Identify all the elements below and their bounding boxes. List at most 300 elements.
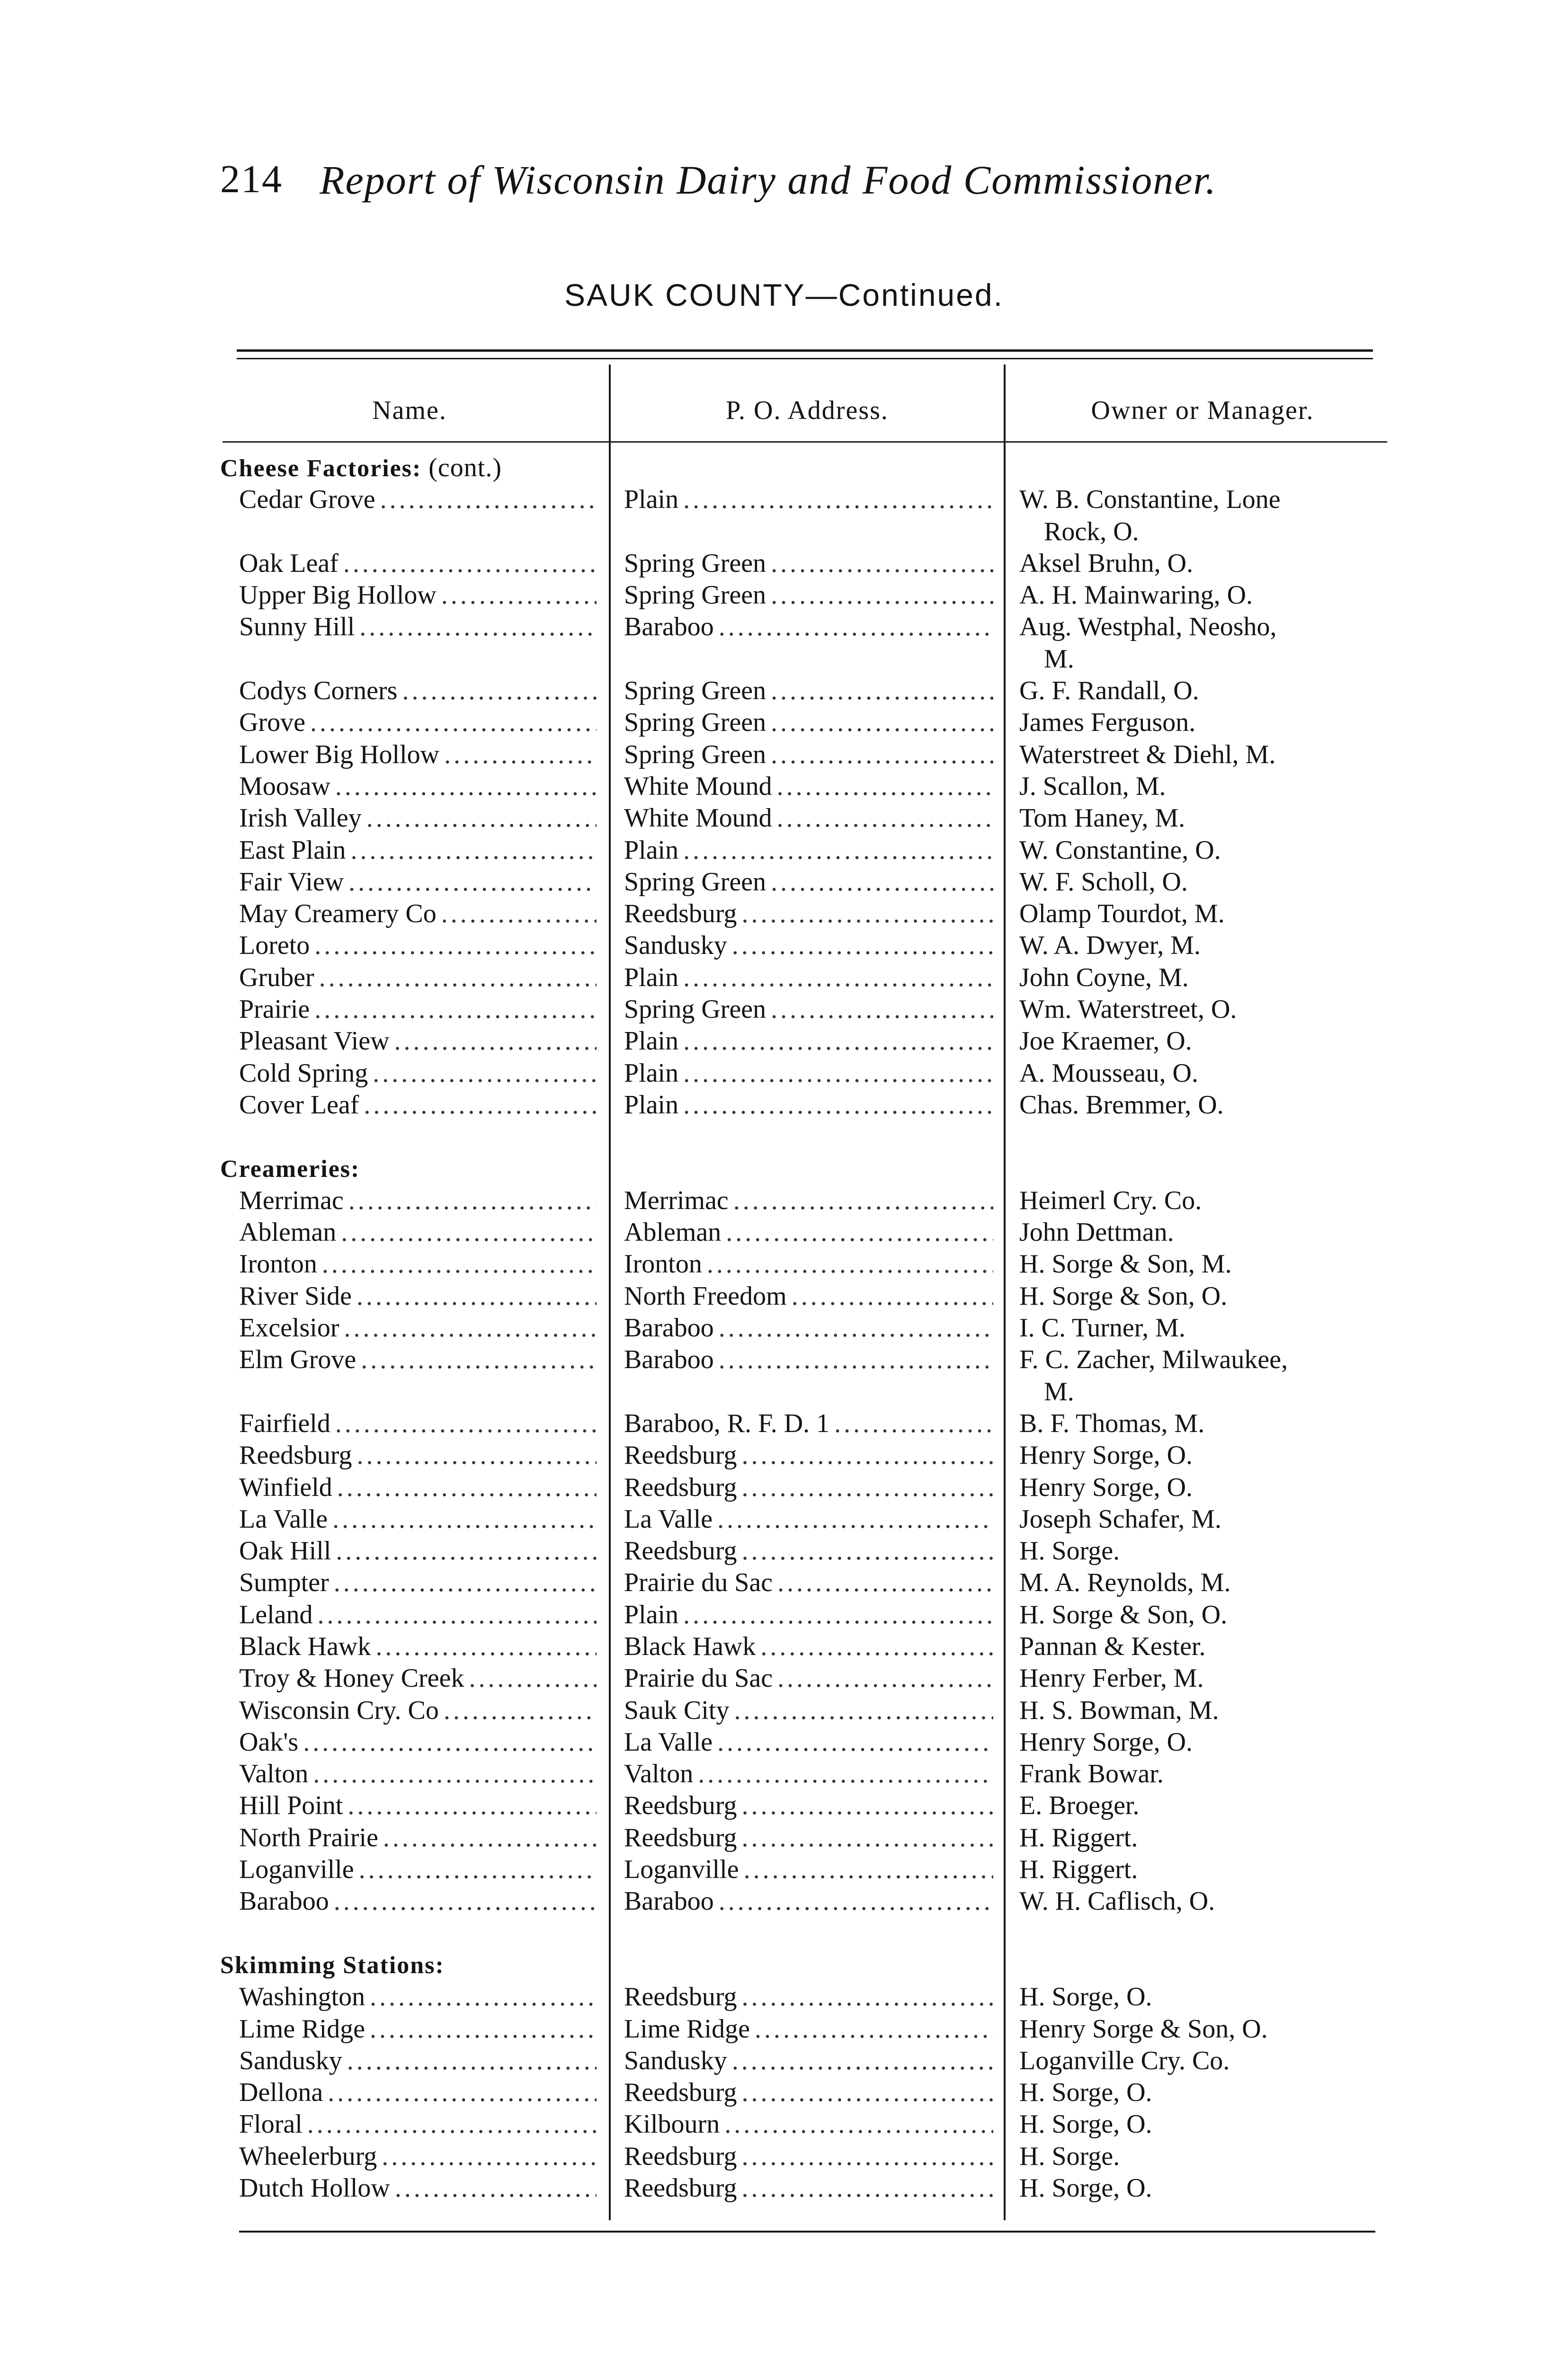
owner-cell: H. Sorge & Son, O.: [1019, 1281, 1228, 1311]
name-cell: [239, 1726, 597, 1758]
table-row: [0, 2172, 1568, 2204]
address-cell: [624, 1599, 993, 1631]
name-cell-text: Hill Point: [239, 1791, 343, 1821]
section-heading-text: Cheese Factories:: [220, 455, 422, 482]
dot-leader: [683, 835, 993, 866]
table-row: [0, 2141, 1568, 2172]
dot-leader: [359, 1854, 597, 1886]
dot-leader: [771, 866, 993, 898]
address-cell: [624, 1281, 993, 1312]
address-cell: [624, 484, 993, 516]
name-cell-text: Oak Leaf: [239, 548, 339, 578]
name-cell-text: Black Hawk: [239, 1631, 371, 1661]
address-cell-text: Sauk City: [624, 1695, 730, 1725]
dot-leader: [771, 675, 993, 707]
dot-leader: [303, 1726, 597, 1758]
table-row: [0, 1599, 1568, 1631]
name-cell-text: Cold Spring: [239, 1058, 368, 1088]
owner-cell: Loganville Cry. Co.: [1019, 2046, 1230, 2075]
dot-leader: [314, 930, 597, 961]
address-cell-text: North Freedom: [624, 1281, 787, 1311]
table-row: [0, 1758, 1568, 1790]
dot-leader: [792, 1281, 993, 1312]
address-cell-text: La Valle: [624, 1504, 713, 1534]
address-cell-text: Ironton: [624, 1249, 702, 1279]
owner-cell: Aug. Westphal, Neosho,: [1019, 612, 1277, 642]
table-row: [0, 739, 1568, 771]
dot-leader: [364, 1089, 597, 1121]
dot-leader: [332, 1504, 597, 1535]
dot-leader: [726, 1217, 993, 1248]
dot-leader: [334, 1886, 597, 1917]
address-cell-text: Sandusky: [624, 2046, 727, 2075]
address-cell-text: Prairie du Sac: [624, 1568, 773, 1598]
name-cell: [239, 1281, 597, 1312]
dot-leader: [347, 1790, 597, 1822]
name-cell: [239, 1058, 597, 1089]
section-heading: [220, 1949, 445, 1981]
owner-cell: G. F. Randall, O.: [1019, 676, 1199, 706]
table-row: [0, 1025, 1568, 1057]
name-cell-text: Irish Valley: [239, 803, 362, 833]
owner-cell: H. S. Bowman, M.: [1019, 1695, 1219, 1725]
table-row: [0, 1344, 1568, 1376]
dot-leader: [771, 548, 993, 579]
dot-leader: [335, 1408, 597, 1440]
address-cell: [624, 1058, 993, 1089]
address-cell: [624, 611, 993, 643]
name-cell: [239, 1440, 597, 1471]
name-cell: [239, 548, 597, 579]
name-cell-text: Winfield: [239, 1472, 332, 1502]
address-cell: [624, 1981, 993, 2013]
address-cell-text: Spring Green: [624, 739, 766, 769]
address-cell: [624, 1854, 993, 1886]
table-row-continuation: [0, 1376, 1568, 1408]
dot-leader: [380, 484, 597, 516]
dot-leader: [777, 1663, 993, 1694]
name-cell-text: Elm Grove: [239, 1345, 356, 1375]
name-cell-text: Sumpter: [239, 1568, 329, 1598]
table-row: [0, 1217, 1568, 1248]
address-cell: [624, 1217, 993, 1248]
column-header-owner: Owner or Manager.: [1091, 396, 1314, 425]
address-cell-text: Baraboo: [624, 1345, 714, 1375]
table-row: [0, 1631, 1568, 1663]
table-row: [0, 866, 1568, 898]
name-cell: [239, 1886, 597, 1917]
name-cell-text: Floral: [239, 2109, 303, 2139]
name-cell-text: Ironton: [239, 1249, 317, 1279]
table-row: [0, 962, 1568, 994]
address-cell-text: Plain: [624, 1600, 679, 1629]
dot-leader: [334, 1567, 597, 1599]
address-cell: [624, 739, 993, 771]
address-cell: [624, 1663, 993, 1694]
dot-leader: [335, 771, 597, 802]
dot-leader: [717, 1504, 993, 1535]
name-cell: [239, 1599, 597, 1631]
dot-leader: [742, 898, 994, 930]
name-cell: [239, 1631, 597, 1663]
name-cell-text: Loganville: [239, 1855, 354, 1885]
name-cell: [239, 1504, 597, 1535]
dot-leader: [683, 1058, 993, 1089]
owner-cell: H. Sorge & Son, O.: [1019, 1600, 1228, 1629]
table-row: [0, 1886, 1568, 1917]
table-row: [0, 835, 1568, 866]
address-cell: [624, 1631, 993, 1663]
dot-leader: [719, 611, 993, 643]
name-cell: [239, 1981, 597, 2013]
section-heading-note: (cont.): [428, 453, 502, 482]
table-row: [0, 484, 1568, 516]
dot-leader: [337, 1472, 597, 1504]
dot-leader: [742, 2141, 994, 2172]
dot-leader: [469, 1663, 597, 1694]
dot-leader: [834, 1408, 993, 1440]
dot-leader: [370, 2013, 597, 2045]
owner-cell: John Coyne, M.: [1019, 962, 1189, 992]
name-cell: [239, 675, 597, 707]
dot-leader: [348, 1185, 597, 1217]
name-cell: [239, 2013, 597, 2045]
table-row: [0, 611, 1568, 643]
address-cell: [624, 1790, 993, 1822]
address-cell-text: Spring Green: [624, 867, 766, 897]
name-cell: [239, 2172, 597, 2204]
owner-cell: W. Constantine, O.: [1019, 835, 1221, 865]
owner-cell: I. C. Turner, M.: [1019, 1313, 1185, 1343]
name-cell-text: Wheelerburg: [239, 2141, 377, 2171]
name-cell-text: Grove: [239, 708, 305, 738]
address-cell: [624, 2045, 993, 2077]
name-cell: [239, 898, 597, 930]
table-row: [0, 548, 1568, 579]
dot-leader: [444, 739, 597, 771]
dot-leader: [348, 866, 597, 898]
name-cell-text: Pleasant View: [239, 1026, 390, 1056]
table-row: [0, 1058, 1568, 1089]
table-row: [0, 1663, 1568, 1694]
address-cell-text: Reedsburg: [624, 899, 737, 929]
table-row: [0, 1312, 1568, 1344]
dot-leader: [310, 707, 597, 739]
dot-leader: [742, 2172, 994, 2204]
dot-leader: [366, 802, 597, 834]
name-cell-text: Upper Big Hollow: [239, 580, 437, 610]
table-row: [0, 1408, 1568, 1440]
owner-cell: John Dettman.: [1019, 1218, 1174, 1247]
address-cell: [624, 1025, 993, 1057]
dot-leader: [343, 548, 597, 579]
address-cell: [624, 930, 993, 961]
table-row: [0, 2013, 1568, 2045]
name-cell-text: Leland: [239, 1600, 313, 1629]
dot-leader: [777, 771, 993, 802]
name-cell: [239, 930, 597, 961]
address-cell: [624, 1185, 993, 1217]
table-row: [0, 771, 1568, 802]
name-cell-text: Sunny Hill: [239, 612, 355, 642]
dot-leader: [383, 1822, 597, 1854]
dot-leader: [313, 1758, 597, 1790]
name-cell-text: Prairie: [239, 995, 310, 1024]
table-row: [0, 1981, 1568, 2013]
address-cell: [624, 1504, 993, 1535]
dot-leader: [733, 1185, 993, 1217]
address-cell: [624, 579, 993, 611]
address-cell: [624, 1758, 993, 1790]
address-cell-text: La Valle: [624, 1727, 713, 1757]
name-cell: [239, 2045, 597, 2077]
address-cell: [624, 1312, 993, 1344]
dot-leader: [742, 1472, 994, 1504]
address-cell-text: Reedsburg: [624, 2173, 737, 2203]
address-cell: [624, 1089, 993, 1121]
name-cell: [239, 1472, 597, 1504]
address-cell-text: Ableman: [624, 1218, 722, 1247]
table-row: [0, 1567, 1568, 1599]
dot-leader: [375, 1631, 597, 1663]
owner-cell: H. Riggert.: [1019, 1855, 1138, 1885]
owner-cell: J. Scallon, M.: [1019, 771, 1166, 801]
name-cell: [239, 1025, 597, 1057]
name-cell-text: Washington: [239, 1982, 365, 2012]
table-row: [0, 1726, 1568, 1758]
name-cell: [239, 835, 597, 866]
dot-leader: [344, 1312, 597, 1344]
table-row: [0, 2077, 1568, 2109]
address-cell: [624, 2013, 993, 2045]
address-cell: [624, 1726, 993, 1758]
address-cell: [624, 1440, 993, 1471]
table-row: [0, 1472, 1568, 1504]
address-cell-text: Reedsburg: [624, 1536, 737, 1566]
address-cell: [624, 1822, 993, 1854]
dot-leader: [742, 2077, 994, 2109]
owner-cell: W. B. Constantine, Lone: [1019, 485, 1281, 515]
table-row: [0, 579, 1568, 611]
address-cell: [624, 548, 993, 579]
name-cell: [239, 1758, 597, 1790]
dot-leader: [357, 1440, 597, 1471]
name-cell: [239, 1185, 597, 1217]
dot-leader: [373, 1058, 597, 1089]
address-cell-text: Plain: [624, 1026, 679, 1056]
name-cell-text: Moosaw: [239, 771, 330, 801]
address-cell-text: Reedsburg: [624, 2141, 737, 2171]
section-heading-row: [0, 1153, 1568, 1185]
section-heading: [220, 452, 502, 484]
name-cell-text: Ableman: [239, 1218, 337, 1247]
name-cell: [239, 2109, 597, 2140]
bottom-rule: [239, 2231, 1375, 2233]
address-cell-text: White Mound: [624, 803, 772, 833]
dot-leader: [356, 1281, 597, 1312]
name-cell-text: Baraboo: [239, 1886, 329, 1916]
dot-leader: [698, 1758, 993, 1790]
address-cell-text: Prairie du Sac: [624, 1664, 773, 1693]
name-cell-text: North Prairie: [239, 1823, 378, 1852]
name-cell: [239, 484, 597, 516]
address-cell-text: Plain: [624, 485, 679, 515]
owner-cell: Tom Haney, M.: [1019, 803, 1185, 833]
name-cell: [239, 1312, 597, 1344]
table-row: [0, 994, 1568, 1025]
address-cell-text: Spring Green: [624, 995, 766, 1024]
table-row: [0, 1089, 1568, 1121]
table-row: [0, 802, 1568, 834]
address-cell: [624, 2077, 993, 2109]
page-number: 214: [220, 157, 283, 201]
name-cell: [239, 1663, 597, 1694]
address-cell-text: Merrimac: [624, 1185, 729, 1215]
dot-leader: [734, 1695, 993, 1726]
name-cell: [239, 1217, 597, 1248]
table-row: [0, 1854, 1568, 1886]
address-cell-text: Plain: [624, 835, 679, 865]
address-cell-text: Plain: [624, 1058, 679, 1088]
address-cell: [624, 2109, 993, 2140]
owner-cell: Joe Kraemer, O.: [1019, 1026, 1192, 1056]
owner-cell: W. A. Dwyer, M.: [1019, 931, 1201, 961]
name-cell: [239, 1408, 597, 1440]
address-cell: [624, 962, 993, 994]
dot-leader: [719, 1886, 993, 1917]
address-cell-text: Plain: [624, 962, 679, 992]
section-heading-row: [0, 452, 1568, 484]
owner-cell: Olamp Tourdot, M.: [1019, 899, 1225, 929]
owner-cell: Joseph Schafer, M.: [1019, 1504, 1221, 1534]
dot-leader: [307, 2109, 597, 2140]
address-cell-text: Reedsburg: [624, 1982, 737, 2012]
column-header-address: P. O. Address.: [726, 396, 889, 425]
owner-cell: E. Broeger.: [1019, 1791, 1140, 1821]
name-cell-text: East Plain: [239, 835, 346, 865]
name-cell-text: Fair View: [239, 867, 344, 897]
section-heading-text: Skimming Stations:: [220, 1951, 445, 1979]
owner-cell: B. F. Thomas, M.: [1019, 1408, 1205, 1438]
dot-leader: [777, 1567, 993, 1599]
name-cell-text: Gruber: [239, 962, 314, 992]
dot-leader: [336, 1535, 597, 1567]
dot-leader: [683, 1599, 993, 1631]
address-cell: [624, 1248, 993, 1280]
name-cell-text: Wisconsin Cry. Co: [239, 1695, 439, 1725]
table-row: [0, 1822, 1568, 1854]
dot-leader: [382, 2141, 597, 2172]
table-row: [0, 1535, 1568, 1567]
section-spacer: [0, 1918, 1568, 1949]
address-cell: [624, 707, 993, 739]
address-cell-text: Spring Green: [624, 676, 766, 706]
table-row: [0, 1440, 1568, 1471]
name-cell: [239, 962, 597, 994]
name-cell: [239, 1248, 597, 1280]
dot-leader: [441, 579, 597, 611]
address-cell-text: Reedsburg: [624, 1472, 737, 1502]
address-cell: [624, 835, 993, 866]
address-cell-text: Lime Ridge: [624, 2014, 750, 2044]
header-underline: [223, 441, 1387, 443]
dot-leader: [683, 1089, 993, 1121]
dot-leader: [395, 2172, 597, 2204]
dot-leader: [771, 579, 993, 611]
dot-leader: [732, 2045, 993, 2077]
address-cell: [624, 802, 993, 834]
address-cell-text: Reedsburg: [624, 1823, 737, 1852]
address-cell: [624, 866, 993, 898]
table-row: [0, 1504, 1568, 1535]
section-heading-row: [0, 1949, 1568, 1981]
owner-cell: A. H. Mainwaring, O.: [1019, 580, 1253, 610]
name-cell-text: Merrimac: [239, 1185, 344, 1215]
dot-leader: [683, 1025, 993, 1057]
name-cell-text: Cedar Grove: [239, 485, 375, 515]
owner-cell: Waterstreet & Diehl, M.: [1019, 739, 1276, 769]
owner-cell: Henry Sorge & Son, O.: [1019, 2014, 1268, 2044]
dot-leader: [742, 1440, 994, 1471]
dot-leader: [771, 994, 993, 1025]
name-cell-text: Reedsburg: [239, 1441, 352, 1470]
top-rule-lower: [237, 358, 1373, 359]
name-cell-text: Sandusky: [239, 2046, 342, 2075]
address-cell-text: Reedsburg: [624, 1791, 737, 1821]
owner-cell: Henry Sorge, O.: [1019, 1472, 1193, 1502]
address-cell: [624, 2141, 993, 2172]
address-cell-text: Reedsburg: [624, 2078, 737, 2108]
owner-cell: F. C. Zacher, Milwaukee,: [1019, 1345, 1288, 1375]
dot-leader: [347, 2045, 597, 2077]
dot-leader: [361, 1344, 597, 1376]
dot-leader: [402, 675, 597, 707]
dot-leader: [755, 2013, 993, 2045]
address-cell: [624, 1886, 993, 1917]
section-spacer: [0, 1121, 1568, 1153]
address-cell: [624, 771, 993, 802]
name-cell: [239, 802, 597, 834]
table-row: [0, 2045, 1568, 2077]
dot-leader: [322, 1248, 597, 1280]
name-cell: [239, 866, 597, 898]
name-cell-text: Oak's: [239, 1727, 299, 1757]
name-cell-text: May Creamery Co: [239, 899, 437, 929]
name-cell: [239, 707, 597, 739]
owner-cell: H. Sorge, O.: [1019, 1982, 1152, 2012]
dot-leader: [717, 1726, 993, 1758]
name-cell-text: La Valle: [239, 1504, 328, 1534]
name-cell-text: Lower Big Hollow: [239, 739, 440, 769]
owner-cell: Henry Sorge, O.: [1019, 1441, 1193, 1470]
name-cell-text: Valton: [239, 1759, 309, 1789]
dot-leader: [319, 962, 597, 994]
address-cell-text: Black Hawk: [624, 1631, 756, 1661]
dot-leader: [351, 835, 597, 866]
name-cell: [239, 1790, 597, 1822]
dot-leader: [760, 1631, 993, 1663]
name-cell-text: Dutch Hollow: [239, 2173, 390, 2203]
owner-cell: H. Sorge, O.: [1019, 2109, 1152, 2139]
dot-leader: [771, 707, 993, 739]
section-heading: [220, 1153, 360, 1185]
dot-leader: [341, 1217, 597, 1248]
owner-cell: Chas. Bremmer, O.: [1019, 1090, 1224, 1120]
owner-cell: Aksel Bruhn, O.: [1019, 548, 1194, 578]
name-cell: [239, 611, 597, 643]
name-cell-text: Lime Ridge: [239, 2014, 365, 2044]
name-cell: [239, 1089, 597, 1121]
